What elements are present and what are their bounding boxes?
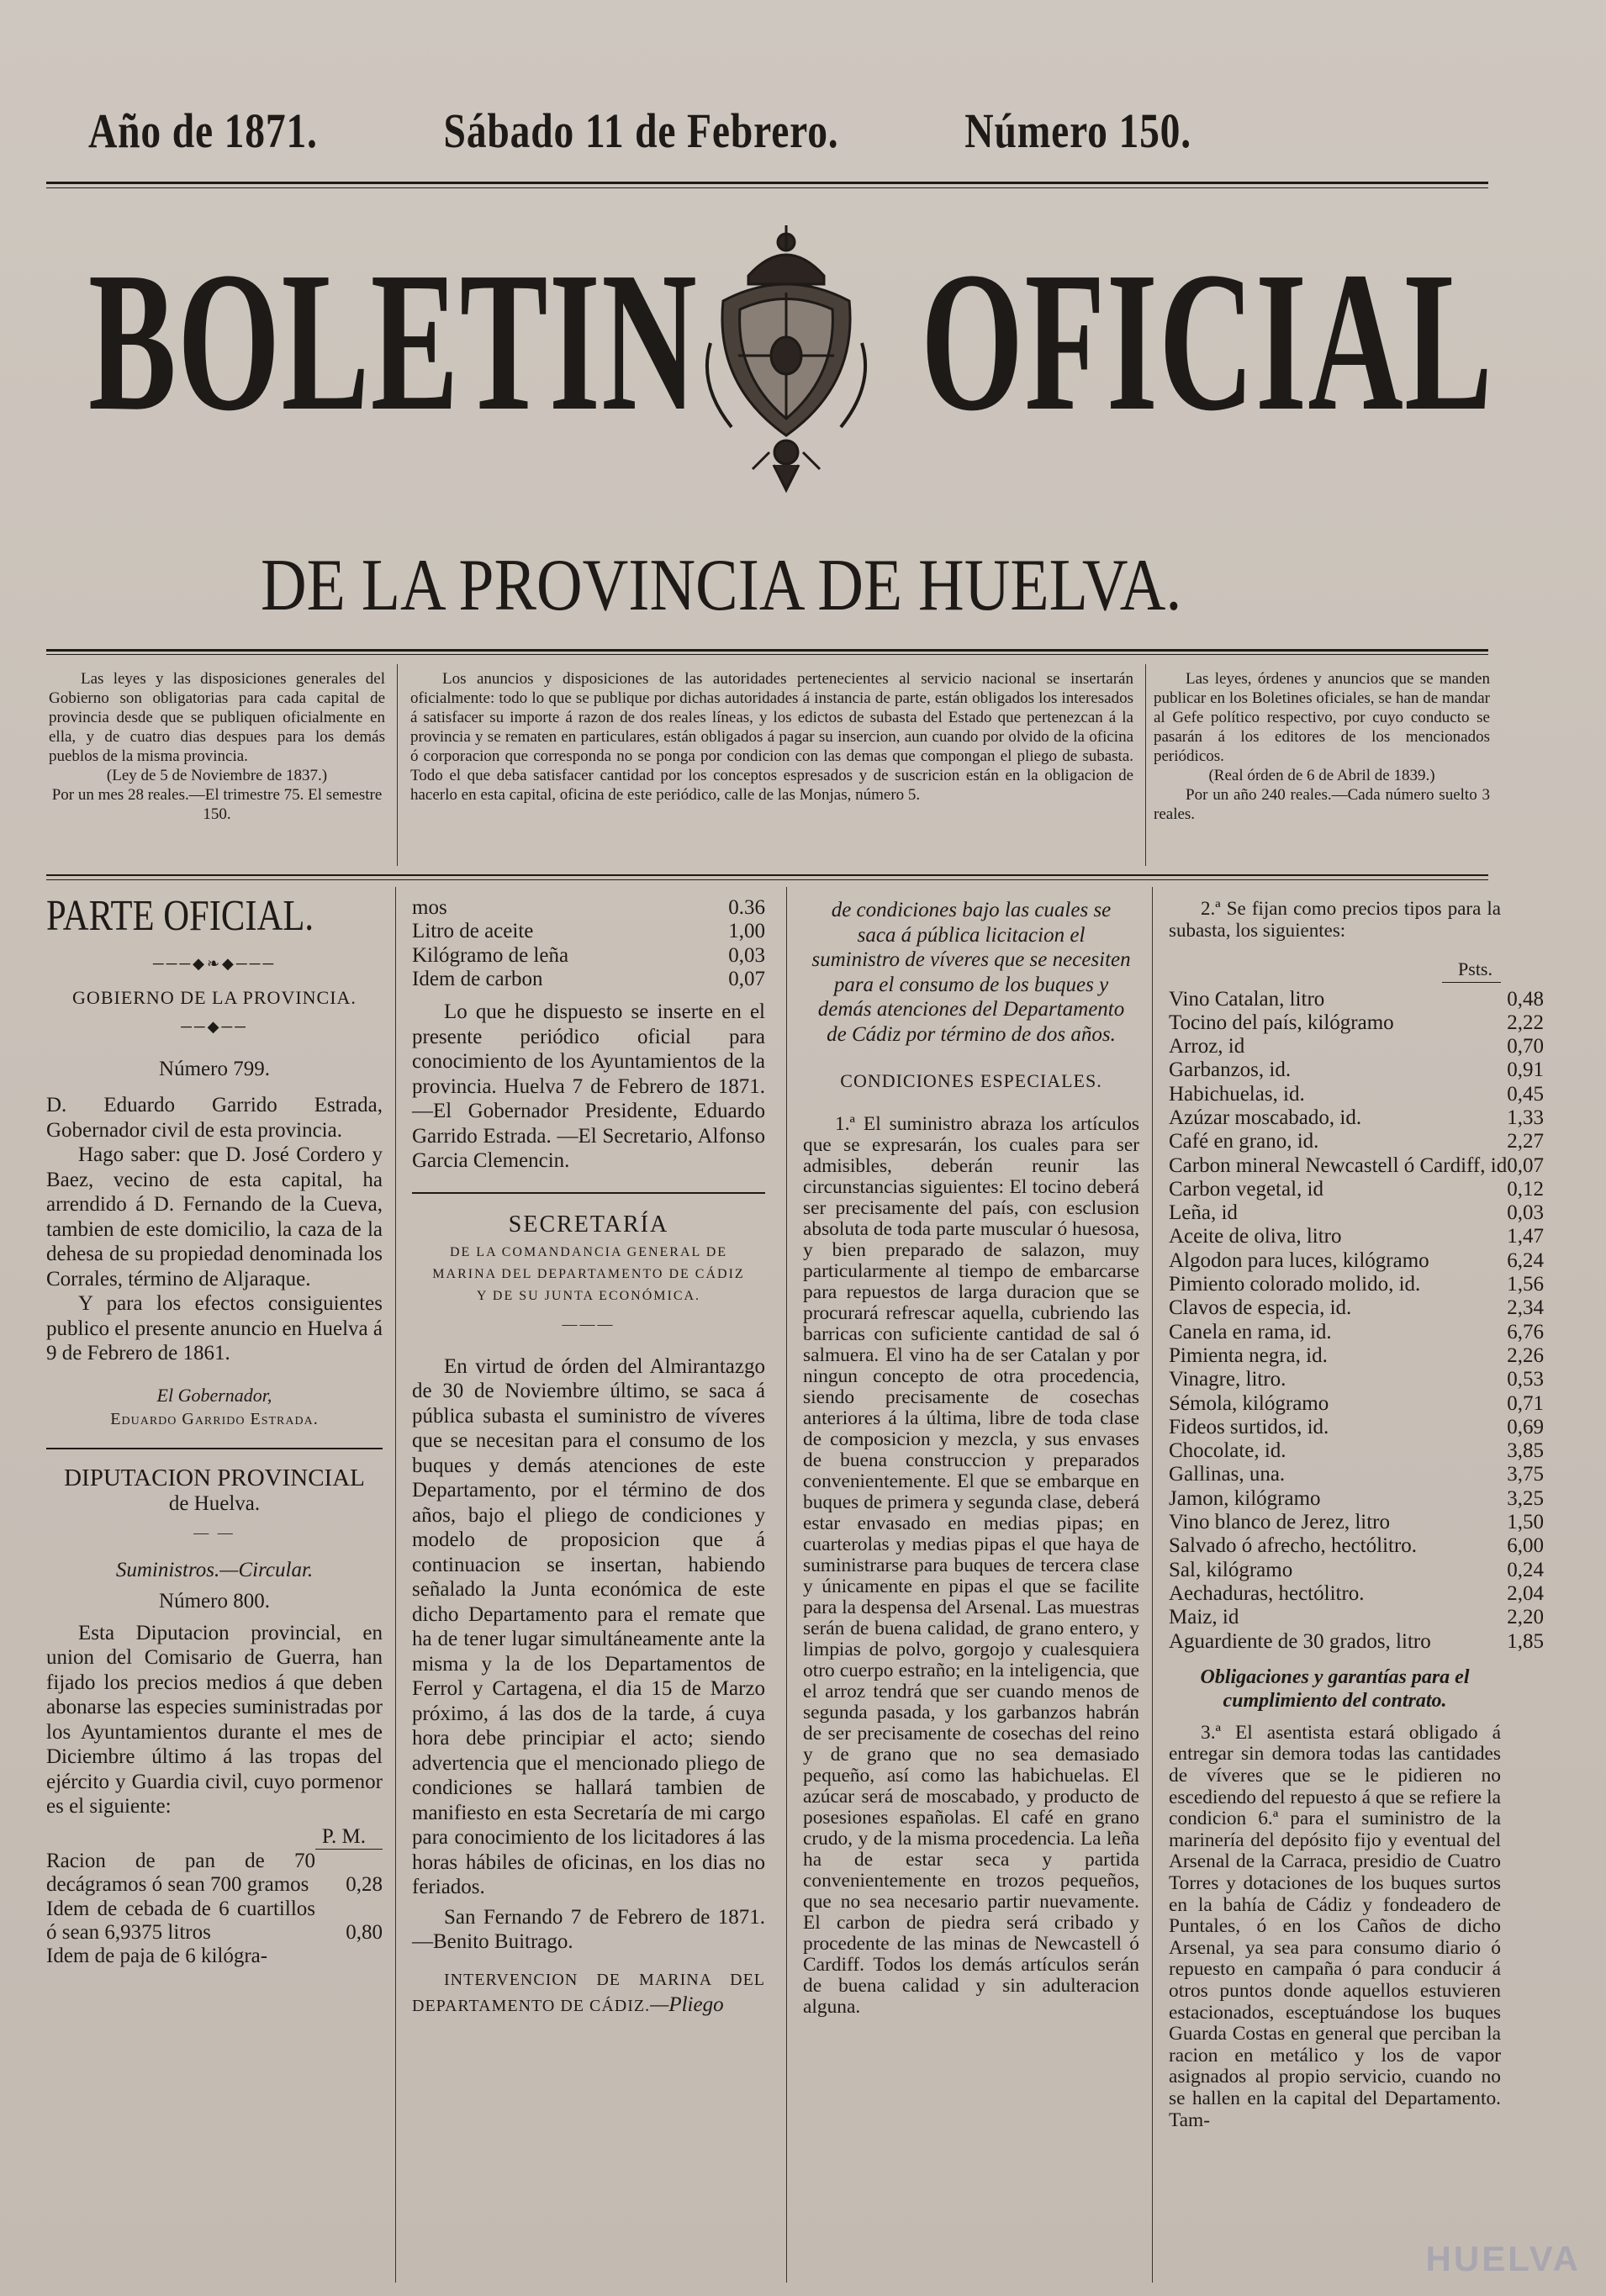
item-value: 3,85 <box>1507 1439 1544 1463</box>
column-2 <box>412 896 765 2019</box>
numero-799: Número 799. <box>159 1057 270 1080</box>
item-name: Clavos de especia, id. <box>1169 1296 1352 1320</box>
price-row <box>1169 1130 1544 1153</box>
item-value: 0,24 <box>1507 1558 1544 1581</box>
dateline <box>88 103 1191 159</box>
masthead <box>88 217 1494 494</box>
section-rule <box>46 1448 383 1449</box>
item-name: Litro de aceite <box>412 920 534 943</box>
price-row <box>46 1850 383 1897</box>
diputacion-text: Esta Diputacion provincial, en union del Comisario de Guerra, han fijado los precios medios á que deben abonarse las especies suministradas por los Ayuntamientos durante el mes de Diciembre último á las tropas del ejército y Guardia civil, cuyo pormenor es el siguiente: <box>46 1621 383 1818</box>
notice-right <box>1154 669 1490 824</box>
year-label: Año de 1871. <box>88 103 318 158</box>
price-row <box>1169 1154 1544 1178</box>
item-value: 2,27 <box>1507 1130 1544 1153</box>
notice-right-order: (Real órden de 6 de Abril de 1839.) <box>1208 767 1435 784</box>
price-row <box>1169 1296 1544 1320</box>
price-row <box>1169 1582 1544 1606</box>
price-row <box>1169 1344 1544 1368</box>
item-name: Vino blanco de Jerez, litro <box>1169 1511 1390 1534</box>
item-name: Jamon, kilógramo <box>1169 1486 1321 1510</box>
item-value: 0,07 <box>728 967 765 990</box>
price-row <box>412 944 765 968</box>
price-row <box>1169 1106 1544 1130</box>
secretaria-heading: SECRETARÍA <box>508 1211 669 1238</box>
item-name: Pimiento colorado molido, id. <box>1169 1273 1421 1296</box>
item-value: 0,69 <box>1507 1415 1544 1438</box>
item-value: 6,24 <box>1507 1248 1544 1272</box>
item-name: Canela en rama, id. <box>1169 1320 1332 1343</box>
item-value: 1,85 <box>1507 1629 1544 1653</box>
notice-left <box>49 669 385 824</box>
gobierno-heading: GOBIERNO DE LA PROVINCIA. <box>72 986 357 1008</box>
price-row <box>1169 1058 1544 1082</box>
suministros-heading: Suministros.—Circular. <box>115 1558 314 1581</box>
price-row <box>1169 1201 1544 1225</box>
price-row <box>1169 988 1544 1011</box>
pliego-intro: de condiciones bajo las cuales se saca á pública licitacion el suministro de víveres que se necesiten para el consumo de los buques y demás atenciones del Departamento de Cádiz por término de dos años. <box>811 899 1131 1046</box>
item-name: Vino Catalan, litro <box>1169 987 1325 1011</box>
intervencion-heading: INTERVENCION DE MARINA DEL DEPARTAMENTO DE CÁDIZ. <box>412 1970 765 2016</box>
item-name: Garbanzos, id. <box>1169 1058 1292 1082</box>
price-row <box>412 920 765 943</box>
notice-left-law: (Ley de 5 de Noviembre de 1837.) <box>106 767 328 784</box>
item-value: 0,45 <box>1507 1082 1544 1106</box>
column-divider-3 <box>1152 887 1153 2283</box>
issue-number: Número 150. <box>964 103 1191 158</box>
item-name: Aguardiente de 30 grados, litro <box>1169 1629 1431 1653</box>
item-value: 1,33 <box>1507 1106 1544 1129</box>
col1-price-table <box>46 1850 383 1968</box>
column-divider-1 <box>395 887 396 2283</box>
price-row <box>1169 1011 1544 1035</box>
condiciones-heading: CONDICIONES ESPECIALES. <box>840 1070 1102 1091</box>
masthead-title-left: BOLETIN <box>88 231 699 452</box>
item-name: Sémola, kilógramo <box>1169 1391 1329 1415</box>
item-value: 0,48 <box>1507 987 1544 1011</box>
column-3 <box>803 898 1139 2018</box>
price-row <box>1169 1439 1544 1463</box>
governor-intro: D. Eduardo Garrido Estrada, Gobernador civil de esta provincia. <box>46 1094 383 1142</box>
secretaria-sub: DE LA COMANDANCIA GENERAL DE MARINA DEL DEPARTAMENTO DE CÁDIZ Y DE SU JUNTA ECONÓMICA. <box>432 1245 745 1304</box>
price-row <box>1169 1630 1544 1654</box>
col2-price-table <box>412 896 765 991</box>
notice-top-rule-thin <box>46 654 1488 655</box>
pliego-text: —Pliego <box>650 1993 724 2017</box>
item-name: Fideos surtidos, id. <box>1169 1415 1329 1438</box>
numero-800: Número 800. <box>159 1590 270 1612</box>
dispuesto-text: Lo que he dispuesto se inserte en el presente periódico oficial para conocimiento de los Ayuntamientos de la provincia. Huelva 7 de Febrero de 1871.—El Gobernador Presidente, Eduardo Garrido Estrada. —El Secretario, Alfonso Garcia Clemencin. <box>412 1000 765 1173</box>
item-value: 6,76 <box>1507 1320 1544 1343</box>
item-value: 0,70 <box>1507 1035 1544 1058</box>
item-value: 1,50 <box>1507 1511 1544 1534</box>
item-name: Azúzar moscabado, id. <box>1169 1106 1362 1129</box>
columns-top-rule <box>46 874 1488 876</box>
price-row <box>46 1945 383 1968</box>
item-name: Leña, id <box>1169 1201 1238 1225</box>
item-name: Aechaduras, hectólitro. <box>1169 1581 1365 1605</box>
ornament-divider-4: ——— <box>562 1316 615 1333</box>
item-name: Idem de cebada de 6 cuartillos ó sean 6,9375 litros <box>46 1897 315 1944</box>
column-4 <box>1169 898 1544 2131</box>
price-row <box>1169 1559 1544 1582</box>
top-rule-thin <box>46 187 1488 188</box>
signature-name: Eduardo Garrido Estrada. <box>110 1410 319 1428</box>
price-row <box>1169 1487 1544 1511</box>
diputacion-sub: de Huelva. <box>168 1491 261 1515</box>
price-row <box>1169 1416 1544 1439</box>
parte-oficial-heading: PARTE OFICIAL. <box>46 892 314 940</box>
item-value: 3,25 <box>1507 1486 1544 1510</box>
price-row <box>1169 1321 1544 1344</box>
item-value: 0,80 <box>346 1920 383 1944</box>
masthead-title-right: OFICIAL <box>921 231 1494 452</box>
notice-divider-2 <box>1145 664 1146 866</box>
price-row <box>412 896 765 920</box>
item-name: Vinagre, litro. <box>1169 1368 1286 1391</box>
item-value: 2,22 <box>1507 1011 1544 1034</box>
item-value: 0,12 <box>1507 1177 1544 1201</box>
item-name: Racion de pan de 70 decágramos ó sean 700 gramos <box>46 1850 315 1897</box>
item-name: Arroz, id <box>1169 1035 1245 1058</box>
masthead-subtitle: DE LA PROVINCIA DE HUELVA. <box>261 545 1182 626</box>
item-name: Kilógramo de leña <box>412 943 569 967</box>
efectos-text: Y para los efectos consiguientes publico el presente anuncio en Huelva á 9 de Febrero de 1861. <box>46 1292 383 1364</box>
columns-top-rule-thin <box>46 879 1488 880</box>
item-value: 0,53 <box>1507 1368 1544 1391</box>
item-value: 2,04 <box>1507 1581 1544 1605</box>
item-name: Habichuelas, id. <box>1169 1082 1305 1106</box>
column-1 <box>46 893 383 1968</box>
price-row <box>1169 1273 1544 1296</box>
col4-price-table <box>1169 988 1544 1654</box>
royal-coat-of-arms-icon <box>689 217 883 494</box>
item-value: 0.36 <box>728 896 765 919</box>
item-value: 0,28 <box>346 1873 383 1897</box>
price-row <box>46 1897 383 1945</box>
precios-tipos-text: 2.ª Se fijan como precios tipos para la subasta, los siguientes: <box>1169 898 1501 941</box>
ornament-divider-2: ──◆── <box>181 1018 248 1035</box>
price-row <box>1169 1225 1544 1248</box>
notice-divider-1 <box>397 664 398 866</box>
item-value: 0,71 <box>1507 1391 1544 1415</box>
item-name: Sal, kilógramo <box>1169 1558 1293 1581</box>
item-name: Tocino del país, kilógramo <box>1169 1011 1394 1034</box>
price-row <box>1169 1534 1544 1558</box>
item-name: Aceite de oliva, litro <box>1169 1225 1342 1248</box>
condicion-1-text: 1.ª El suministro abraza los artículos que se expresarán, los cuales para ser admisibles, deberán reunir las circunstancias siguientes: El tocino deberá ser precisamente del país, con esclusion absoluta de toda parte muscular ó huesosa, y bien preparado de salazon, muy particularmente al tiempo de embarcarse para repuestos de larga duracion que se procurará refrescar aquella, cubriendo las barricas con suficiente cantidad de sal ó salmuera. El vino ha de ser Catalan y por ningun concepto de otra procedencia, siendo precisamente de cosechas anteriores á la última, libre de toda clase de composicion y mezcla, y sus envases de buena construccion y preparados convenientemente. El que se embarque en buques de primera y segunda clase, deberá estar envasado en medias pipas; en cuarterolas y medias pipas el que haya de suministrarse para buques de tercera clase y únicamente en pipas el que se facilite para la despensa del Arsenal. Las muestras serán de buena calidad, de grano entero, y limpias de polvo, gorgojo y cualesquiera otro cuerpo estraño; en la inteligencia, que el arroz tendrá que ser cuando menos de segunda pasada, y los garbanzos habrán de ser precisamente de cosechas del reino y de grano que no sea demasiado pequeño, así como las habichuelas. El azúcar será de moscabado, y producto de posesiones españolas. El café en grano crudo, y de la misma procedencia. La leña ha de estar seca y partida convenientemente en trozos pequeños, que no sea necesario partir nuevamente. El carbon de piedra será cribado y procedente de las minas de Newcastell ó Cardiff. Todos los demás artículos serán de buena calidad y sin adulteracion alguna. <box>803 1112 1139 2018</box>
almirantazgo-text: En virtud de órden del Almirantazgo de 30 de Noviembre último, se saca á pública subasta el suministro de víveres que se necesitan para el consumo de los buques y demás atenciones de este Departamento, por el término de dos años, bajo el pliego de condiciones y modelo de proposicion que á continuacion se insertan, habiendo señalado la Junta económica de este dicho Departamento para el remate que ha de tener lugar simultáneamente ante la misma y la de los Departamentos de Ferrol y Cartagena, el dia 15 de Marzo próximo, á las dos de la tarde, á cuya hora debe principiar el acto; siendo advertencia que el mencionado pliego de condiciones se hallará tambien de manifiesto en esta Secretaría de mi cargo para conocimiento de los licitadores á las horas hábiles de oficinas, en los dias no feriados. <box>412 1354 765 1899</box>
watermark: HUELVA <box>1425 2239 1581 2278</box>
price-row <box>1169 1392 1544 1416</box>
notice-right-prices: Por un año 240 reales.—Cada número suelto 3 reales. <box>1154 786 1490 823</box>
item-name: Idem de carbon <box>412 967 543 990</box>
section-rule-2 <box>412 1192 765 1194</box>
price-row <box>1169 1463 1544 1486</box>
notice-left-text: Las leyes y las disposiciones generales del Gobierno son obligatorias para cada capital de provincia desde que se publiquen oficialmente en ella, y de cuatro dias despues para los demás pueblos de la misma provincia. <box>49 670 385 765</box>
obligaciones-heading: Obligaciones y garantías para el cumplimiento del contrato. <box>1200 1665 1470 1712</box>
price-row <box>1169 1083 1544 1106</box>
item-name: Algodon para luces, kilógramo <box>1169 1248 1429 1272</box>
item-name: Gallinas, una. <box>1169 1463 1286 1486</box>
column-divider-2 <box>786 887 787 2283</box>
item-value: 6,00 <box>1507 1534 1544 1558</box>
item-value: 0,07 <box>1507 1153 1544 1177</box>
item-name: mos <box>412 896 447 919</box>
item-name: Salvado ó afrecho, hectólitro. <box>1169 1534 1418 1558</box>
item-value: 1,47 <box>1507 1225 1544 1248</box>
price-row <box>1169 1606 1544 1629</box>
pm-header: P. M. <box>321 1824 366 1848</box>
notice-right-text: Las leyes, órdenes y anuncios que se manden publicar en los Boletines oficiales, se han de mandar al Gefe político respectivo, por cuyo conducto se pasarán á los editores de los mencionados periódicos. <box>1154 670 1490 765</box>
hago-saber-text: Hago saber: que D. José Cordero y Baez, vecino de esta capital, ha arrendido á D. Fernando de la Cueva, tambien de este domicilio, la caza de la dehesa de su propiedad denominada los Corrales, término de Aljaraque. <box>46 1143 383 1291</box>
price-row <box>1169 1035 1544 1058</box>
notice-left-prices: Por un mes 28 reales.—El trimestre 75. El semestre 150. <box>51 786 383 823</box>
item-value: 0,03 <box>728 943 765 967</box>
date-label: Sábado 11 de Febrero. <box>443 103 839 158</box>
top-rule <box>46 182 1488 184</box>
item-value: 0,91 <box>1507 1058 1544 1082</box>
price-row <box>1169 1178 1544 1201</box>
item-value: 2,34 <box>1507 1296 1544 1320</box>
notice-top-rule <box>46 649 1488 652</box>
item-value: 1,56 <box>1507 1273 1544 1296</box>
condicion-3-text: 3.ª El asentista estará obligado á entregar sin demora todas las cantidades de víveres que se le pidieren no escediendo del repuesto á que se refiere la condicion 6.ª para el suministro de la marinería del depósito fijo y eventual del Arsenal de la Carraca, presidio de Cuatro Torres y dotaciones de los buques surtos en la bahía de Cádiz y fondeadero de Puntales, ó en los Caños de dicho Arsenal, ya sea para consumo diario ó repuesto en campaña ó para conducir á otros puntos donde aquellos estuvieren estacionados, esceptuándose los buques Guarda Costas en general que perciban la racion en metálico y los de vapor asignados al propio servicio, cuando no se hallen en la capital del Departamento. Tam- <box>1169 1721 1501 2131</box>
item-value <box>315 1945 383 1968</box>
item-name: Café en grano, id. <box>1169 1130 1319 1153</box>
item-value: 2,20 <box>1507 1606 1544 1629</box>
signature-title: El Gobernador, <box>156 1384 272 1406</box>
ornament-divider: ───◆❧◆─── <box>152 955 277 972</box>
item-name: Idem de paja de 6 kilógra- <box>46 1945 268 1968</box>
item-name: Carbon vegetal, id <box>1169 1177 1323 1201</box>
item-name: Chocolate, id. <box>1169 1439 1286 1463</box>
price-row <box>412 968 765 991</box>
pesetas-header: Psts. <box>1458 958 1492 979</box>
item-value: 0,03 <box>1507 1201 1544 1225</box>
ornament-divider-3: — — <box>193 1524 235 1541</box>
price-row <box>1169 1511 1544 1534</box>
item-value: 3,75 <box>1507 1463 1544 1486</box>
item-value: 2,26 <box>1507 1343 1544 1367</box>
item-name: Carbon mineral Newcastell ó Cardiff, id <box>1169 1153 1508 1177</box>
san-fernando-date: San Fernando 7 de Febrero de 1871.—Benito Buitrago. <box>412 1905 765 1954</box>
item-name: Maiz, id <box>1169 1606 1239 1629</box>
item-name: Pimienta negra, id. <box>1169 1343 1328 1367</box>
psts-rule <box>1442 982 1501 983</box>
price-row <box>1169 1368 1544 1391</box>
item-value: 1,00 <box>728 920 765 943</box>
diputacion-heading: DIPUTACION PROVINCIAL <box>64 1464 365 1491</box>
notice-center-text: Los anuncios y disposiciones de las autoridades pertenecientes al servicio nacional se insertarán oficialmente: todo lo que se publique por dichas autoridades á instancia de parte, están obligados los interesados á satisfacer su importe á razon de dos reales líneas, y los edictos de subasta del Estado que pertenezcan á la provincia y se rematen en particulares, están obligados á pagar su insercion, aun cuando por olvido de la oficina ó corporacion que corresponda no se ponga por condicion con las demas que compongan el pliego de subasta. Todo el que deba satisfacer cantidad por los conceptos espresados y de suscricion están en la obligacion de hacerlo en esta capital, oficina de este periódico, calle de las Monjas, número 5. <box>410 670 1133 804</box>
notice-center <box>410 669 1133 805</box>
price-row <box>1169 1249 1544 1273</box>
